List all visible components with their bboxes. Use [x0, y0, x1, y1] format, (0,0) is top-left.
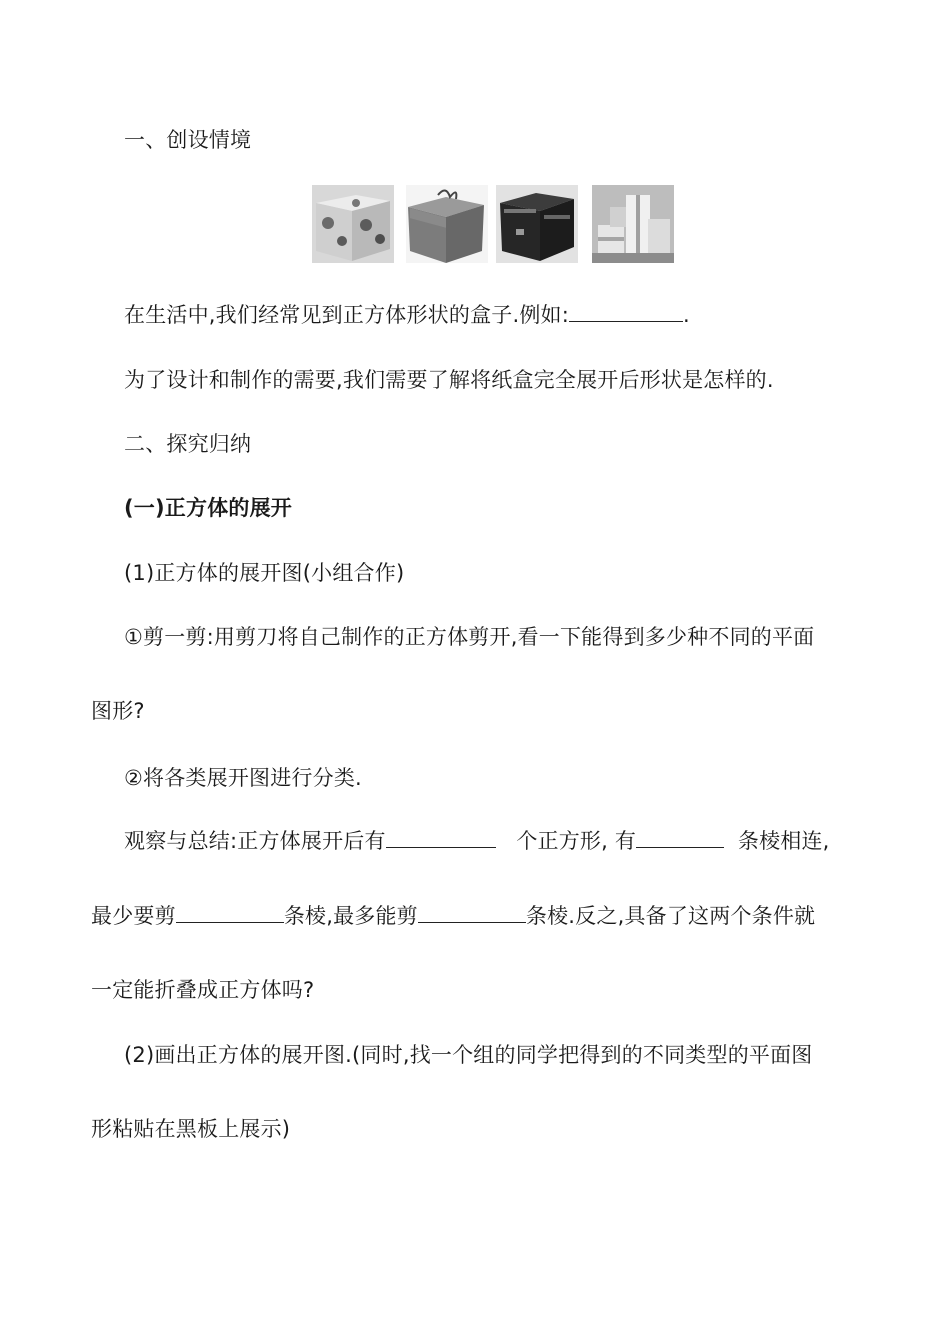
blank-edge-count[interactable] — [636, 827, 724, 848]
observation-text-c: 有 — [614, 829, 637, 853]
observation-line-1 — [124, 827, 830, 855]
blank-example[interactable] — [569, 301, 683, 322]
photo-ribbon-box — [406, 185, 488, 263]
photo-gift-stack — [592, 185, 674, 263]
observation-text-g: 条棱.反之,具备了这两个条件就 — [525, 904, 816, 928]
step-1-line-1: ①剪一剪:用剪刀将自己制作的正方体剪开,看一下能得到多少种不同的平面 — [124, 625, 815, 649]
observation-text-e: 最少要剪 — [91, 904, 176, 928]
observation-line-2 — [91, 902, 815, 930]
observation-text-f: 条棱,最多能剪 — [283, 904, 418, 928]
item-2-line-2: 形粘贴在黑板上展示) — [91, 1117, 291, 1141]
observation-text-b: 个正方形, — [516, 829, 609, 853]
photo-storage-case — [496, 185, 578, 263]
photo-strip — [312, 185, 672, 267]
subsection-title: (一)正方体的展开 — [124, 496, 292, 520]
blank-min-cut[interactable] — [176, 902, 284, 923]
item-1: (1)正方体的展开图(小组合作) — [124, 561, 405, 585]
observation-text-a: 观察与总结:正方体展开后有 — [124, 829, 386, 853]
photo-floral-box — [312, 185, 394, 263]
paragraph-example-text: 在生活中,我们经常见到正方体形状的盒子.例如: — [124, 303, 570, 327]
observation-text-d: 条棱相连, — [737, 829, 830, 853]
blank-square-count[interactable] — [386, 827, 496, 848]
step-2: ②将各类展开图进行分类. — [124, 766, 362, 790]
blank-max-cut[interactable] — [418, 902, 526, 923]
paragraph-purpose: 为了设计和制作的需要,我们需要了解将纸盒完全展开后形状是怎样的. — [124, 368, 774, 392]
step-1-line-2: 图形? — [91, 699, 145, 723]
section-title-2: 二、探究归纳 — [124, 432, 252, 456]
paragraph-example-end: . — [683, 303, 690, 327]
section-title-1: 一、创设情境 — [124, 128, 252, 152]
paragraph-example — [124, 301, 690, 329]
item-2-line-1: (2)画出正方体的展开图.(同时,找一个组的同学把得到的不同类型的平面图 — [124, 1043, 813, 1067]
observation-line-3: 一定能折叠成正方体吗? — [91, 978, 315, 1002]
